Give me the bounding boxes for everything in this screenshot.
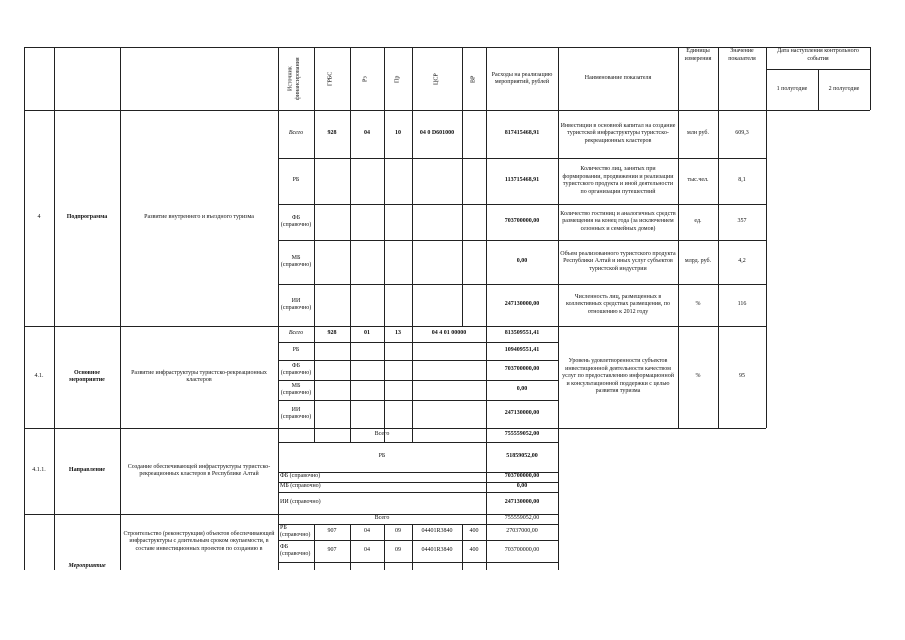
block-41-name: Развитие инфраструктуры туристско-рекреационных кластеров <box>131 369 267 383</box>
rule <box>384 47 385 442</box>
block-4-num: 4 <box>37 214 41 221</box>
header-grbs: ГРБС <box>327 71 334 87</box>
rule <box>486 47 487 570</box>
b4-r0-grbs: 928 <box>327 130 337 137</box>
b4-r0-pr: 10 <box>395 130 401 137</box>
b41-val: 95 <box>739 373 745 380</box>
b4-r2-src: ФБ (справочно) <box>280 214 312 228</box>
rule <box>24 47 870 48</box>
b41-r0-pr: 13 <box>395 330 401 337</box>
rule <box>314 47 315 442</box>
b41-r2-src: ФБ (справочно) <box>280 362 312 376</box>
rule <box>412 47 413 442</box>
rule <box>278 562 558 563</box>
b41-r0-amount: 813509551,41 <box>504 330 540 337</box>
rule <box>54 47 55 570</box>
rule <box>870 47 871 110</box>
b41-r1-src: РБ <box>292 347 300 354</box>
b41-r4-amount: 247130000,00 <box>504 410 540 417</box>
b4-r0-amount: 817415468,91 <box>504 130 540 137</box>
bm-r1-amount: 27037000,00 <box>506 528 538 535</box>
block-411-num: 4.1.1. <box>32 467 46 474</box>
bm-r1-pr: 09 <box>395 528 401 535</box>
b4-r4-val: 116 <box>737 301 747 308</box>
block-411-type: Направление <box>68 467 106 474</box>
rule <box>278 47 279 570</box>
rule <box>278 472 558 473</box>
b41-r1-amount: 109409551,41 <box>504 347 540 354</box>
b41-r0-csr: 04 4 01 00000 <box>431 330 467 337</box>
rule <box>278 342 558 343</box>
b4-r0-unit: млн руб. <box>687 130 709 137</box>
header-control-dates: Дата наступления контрольного события <box>777 48 859 62</box>
b4-r3-ind: Объем реализованного туристского продукта Республики Алтай и иных услуг субъектов туристской индустрии <box>560 250 676 272</box>
rule <box>24 110 870 111</box>
b41-r0-grbs: 928 <box>327 330 337 337</box>
b4-r1-unit: тыс.чел. <box>687 177 709 184</box>
rule <box>278 482 558 483</box>
header-source: Источник финансирования <box>287 57 301 101</box>
rule <box>818 69 819 110</box>
block-4-type: Подпрограмма <box>66 214 108 221</box>
rule <box>278 540 558 541</box>
rule <box>278 284 766 285</box>
rule <box>24 428 766 429</box>
header-csr: ЦСР <box>433 73 440 85</box>
b4-r1-ind: Количество лиц, занятых при формировании, продвижении и реализации туристского продукта и иной деятельности по организации путешествий <box>562 166 674 195</box>
b4-r0-rz: 04 <box>364 130 370 137</box>
rule <box>278 492 558 493</box>
b41-r4-src: ИИ (справочно) <box>280 406 312 420</box>
header-half2: 2 полугодие <box>828 86 860 93</box>
block-4-name: Развитие внутреннего и въездного туризма <box>144 214 254 221</box>
rule <box>462 524 463 570</box>
b4-r3-val: 4,2 <box>738 258 746 265</box>
b41-r0-rz: 01 <box>364 330 370 337</box>
rule <box>278 400 558 401</box>
b411-r3-amount: 0,00 <box>516 483 528 490</box>
rule <box>462 47 463 326</box>
rule <box>350 524 351 570</box>
b4-r0-ind: Инвестиции в основной капитал на создание туристской инфраструктуры туристско-рекреационных кластеров <box>560 122 676 144</box>
b4-r0-csr: 04 0 D601000 <box>419 130 455 137</box>
bm-r2-csr: 04401R3840 <box>421 547 453 554</box>
rule <box>278 158 766 159</box>
rule <box>278 204 766 205</box>
bm-r0-src: Всего <box>374 515 390 522</box>
rule <box>766 47 767 428</box>
b4-r2-amount: 703700000,00 <box>504 218 540 225</box>
b4-r4-ind: Численность лиц, размещенных в коллективных средствах размещения, по отношению к 2012 году <box>565 293 670 315</box>
rule <box>278 380 558 381</box>
b4-r1-val: 8,1 <box>738 177 746 184</box>
bm-r2-amount: 703700000,00 <box>504 547 540 554</box>
bm-r2-src: ФБ (справочно) <box>280 543 311 557</box>
b411-r2-amount: 703700000,00 <box>504 473 540 480</box>
rule <box>278 524 558 525</box>
rule <box>278 442 558 443</box>
b41-ind: Уровень удовлетворенности субъектов инвестиционной деятельности качеством услуг по предоставлению информационной и консультационной поддержки с целью развития туризма <box>562 358 674 395</box>
b4-r2-ind: Количество гостиниц и аналогичных средств размещения на конец года (за исключением сезонных и семейных домов) <box>560 210 676 232</box>
block-m-name: Строительство (реконструкция) объектов обеспечивающей инфраструктуры с длительным сроком окупаемости, в составе инвестиционных проектов по созданию в <box>123 530 275 552</box>
b4-r0-src: Всего <box>288 130 304 137</box>
rule <box>24 514 558 515</box>
b4-r3-amount: 0,00 <box>516 258 528 265</box>
bm-r1-rz: 04 <box>364 528 370 535</box>
rule <box>718 47 719 428</box>
block-m-type: Мероприятие <box>68 562 106 569</box>
header-unit: Единицы измерения <box>684 48 712 62</box>
header-half1: 1 полугодие <box>776 86 808 93</box>
b411-r2-src: ФБ (справочно) <box>280 473 321 480</box>
header-indicator-name: Наименование показателя <box>584 75 652 82</box>
bm-r0-amount: 755559052,00 <box>504 515 540 522</box>
header-rz: Рз <box>362 76 369 82</box>
bm-r1-vr: 400 <box>469 528 479 535</box>
b4-r4-unit: % <box>695 301 701 308</box>
header-expenses: Расходы на реализацию мероприятий, рублей <box>491 71 553 85</box>
rule <box>350 47 351 442</box>
b4-r3-src: МБ (справочно) <box>280 254 312 268</box>
rule <box>24 47 25 570</box>
b4-r0-val: 609,3 <box>735 130 749 137</box>
rule <box>558 47 559 570</box>
b4-r1-src: РБ <box>292 177 300 184</box>
b411-r1-src: РБ <box>378 453 386 460</box>
rule <box>678 47 679 428</box>
bm-r1-src: РБ (справочно) <box>280 524 311 538</box>
b411-r0-amount: 755559052,00 <box>504 431 540 438</box>
header-vr: ВР <box>470 75 477 83</box>
header-indicator-value: Значение показателя <box>728 48 756 62</box>
bm-r1-grbs: 907 <box>327 528 337 535</box>
b411-r1-amount: 51859052,00 <box>506 453 538 460</box>
rule <box>314 524 315 570</box>
b41-r2-amount: 703700000,00 <box>504 366 540 373</box>
b411-r4-amount: 247130000,00 <box>504 499 540 506</box>
rule <box>24 326 766 327</box>
rule <box>278 360 558 361</box>
bm-r2-grbs: 907 <box>327 547 337 554</box>
header-pr: Пр <box>394 75 401 83</box>
block-411-name: Создание обеспечивающей инфраструктуры туристско-рекреационных кластеров в Республике Алтай <box>127 463 271 477</box>
rule <box>278 240 766 241</box>
rule <box>384 524 385 570</box>
block-41-num: 4.1. <box>34 373 44 380</box>
b4-r4-src: ИИ (справочно) <box>280 297 312 311</box>
b4-r4-amount: 247130000,00 <box>504 301 540 308</box>
bm-r2-rz: 04 <box>364 547 370 554</box>
b411-r0-src: Всего <box>374 431 390 438</box>
bm-r2-pr: 09 <box>395 547 401 554</box>
b41-r3-amount: 0,00 <box>516 386 528 393</box>
rule <box>412 524 413 570</box>
b411-r3-src: МБ (справочно) <box>280 483 321 490</box>
b4-r1-amount: 113715468,91 <box>504 177 540 184</box>
b41-r0-src: Всего <box>288 330 304 337</box>
b41-r3-src: МБ (справочно) <box>280 382 312 396</box>
bm-r1-csr: 04401R3840 <box>421 528 453 535</box>
b4-r2-unit: ед. <box>694 218 702 225</box>
b411-r4-src: ИИ (справочно) <box>280 499 321 506</box>
block-41-type: Основное мероприятие <box>69 369 105 383</box>
rule <box>120 47 121 570</box>
b4-r3-unit: млрд. руб. <box>684 258 712 265</box>
b41-unit: % <box>695 373 701 380</box>
b4-r2-val: 357 <box>737 218 747 225</box>
bm-r2-vr: 400 <box>469 547 479 554</box>
